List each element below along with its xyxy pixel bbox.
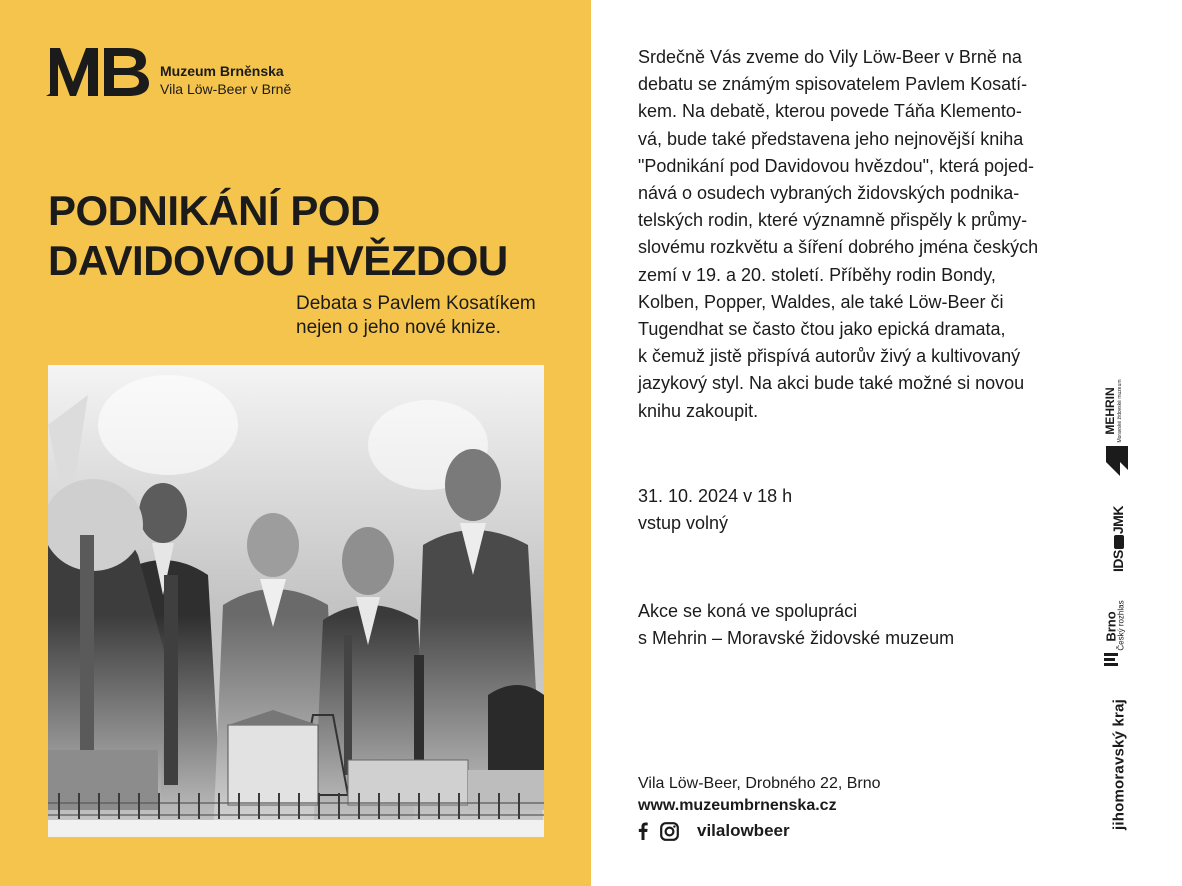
region-name: jihomoravský kraj (1110, 699, 1128, 830)
mehrin-name: MEHRIN (1103, 387, 1117, 435)
social-handle[interactable]: vilalowbeer (697, 821, 790, 840)
mehrin-sub: Moravské židovské muzeum (1117, 379, 1123, 443)
jmk-text: JMK (1110, 506, 1126, 535)
museum-name: Muzeum Brněnska (160, 63, 284, 79)
cesky-rozhlas-logo (1098, 600, 1138, 669)
instagram-icon[interactable] (660, 822, 679, 841)
jihomoravsky-kraj-logo (1100, 690, 1140, 840)
ids-jmk-text (1110, 499, 1126, 579)
invitation-line: telských rodin, které významně přispěly k průmy- (638, 210, 1028, 231)
event-subtitle (296, 292, 566, 340)
event-entry: vstup volný (638, 513, 729, 533)
ids-jmk-logo (1098, 505, 1138, 581)
radio-name: Český rozhlas (1116, 600, 1126, 651)
website-link[interactable]: www.muzeumbrnenska.cz (638, 797, 837, 814)
invitation-line: nává o osudech vybraných židovských podnika- (638, 183, 1020, 204)
invitation-line: zemí v 19. a 20. století. Příběhy rodin Bondy, (638, 264, 996, 285)
mehrin-logo (1086, 379, 1146, 480)
social-links (638, 819, 790, 843)
museum-subname: Vila Löw-Beer v Brně (160, 81, 292, 97)
historic-photo (48, 365, 544, 837)
museum-logo-mark (46, 44, 150, 98)
ids-text: IDS (1110, 550, 1126, 572)
cooperation-line-2: s Mehrin – Moravské židovské muzeum (638, 628, 955, 648)
museum-logo-text (160, 62, 291, 98)
invitation-line: knihu zakoupit. (638, 400, 759, 421)
venue-address: Vila Löw-Beer, Drobného 22, Brno (638, 775, 881, 792)
contact-block (638, 773, 881, 817)
invitation-line: vá, bude také představena jeho nejnovější kniha (638, 128, 1024, 149)
invitation-line: k čemuž jistě přispívá autorův živý a kultivovaný (638, 346, 1021, 367)
radio-city: Brno (1103, 611, 1119, 642)
invitation-line: kem. Na debatě, kterou povede Táňa Klemento- (638, 101, 1022, 122)
invitation-line: slovému rozkvětu a šíření dobrého jména českých (638, 237, 1039, 258)
cooperation-line-1: Akce se koná ve spolupráci (638, 601, 858, 621)
invitation-text (638, 44, 1088, 425)
invitation-line: Srdečně Vás zveme do Vily Löw-Beer v Brně na (638, 47, 1022, 67)
facebook-icon[interactable] (638, 822, 648, 840)
invitation-line: jazykový styl. Na akci bude také možné si novou (638, 373, 1025, 394)
event-subtitle-line-2: nejen o jeho nové knize. (296, 317, 501, 338)
event-date: 31. 10. 2024 v 18 h (638, 486, 793, 506)
ids-bus-icon (1114, 535, 1124, 549)
event-title-line-2: DAVIDOVOU HVĚZDOU (48, 237, 508, 284)
invitation-line: "Podnikání pod Davidovou hvězdou", která pojed- (638, 155, 1035, 176)
mehrin-logo-mark (1102, 444, 1132, 478)
event-title (48, 186, 568, 286)
event-title-line-1: PODNIKÁNÍ POD (48, 187, 380, 234)
invitation-line: Tugendhat se často čtou jako epická dramata, (638, 319, 1006, 340)
event-subtitle-line-1: Debata s Pavlem Kosatíkem (296, 293, 536, 314)
invitation-line: Kolben, Popper, Waldes, ale také Löw-Beer či (638, 291, 1004, 312)
invitation-line: debatu se známým spisovatelem Pavlem Kosatí- (638, 74, 1028, 95)
cooperation-note (638, 598, 954, 652)
event-datetime (638, 483, 792, 537)
